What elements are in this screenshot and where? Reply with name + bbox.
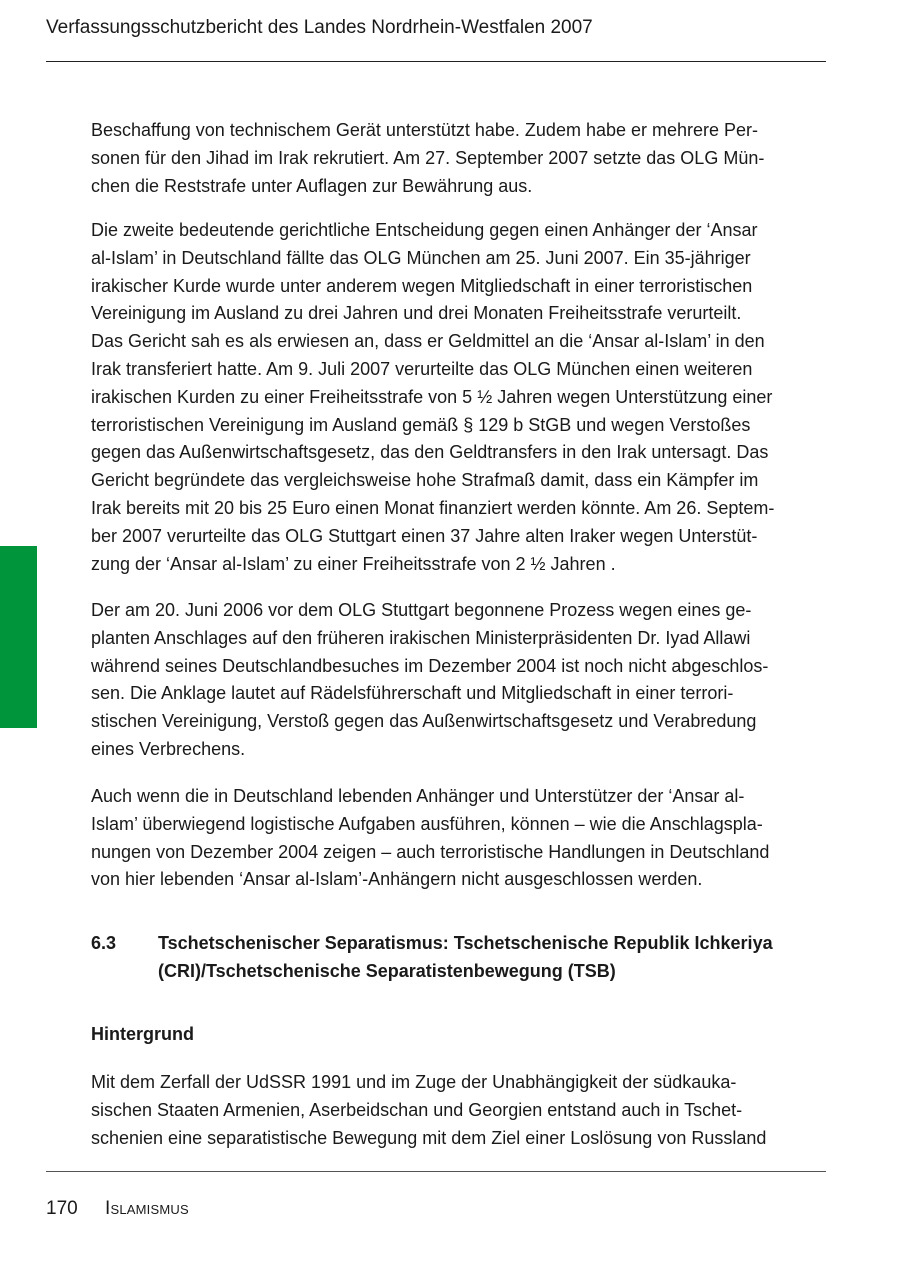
- text-line: Islam’ überwiegend logistische Aufgaben ausführen, können – wie die Anschlagspla-: [91, 813, 763, 834]
- text-line: terroristischen Vereinigung im Ausland gemäß § 129 b StGB und wegen Verstoßes: [91, 414, 751, 435]
- text-line: Das Gericht sah es als erwiesen an, dass er Geldmittel an die ‘Ansar al-Islam’ in den: [91, 331, 765, 352]
- chapter-color-tab: [0, 546, 37, 728]
- text-line: Vereinigung im Ausland zu drei Jahren und drei Monaten Freiheitsstrafe verurteilt.: [91, 303, 742, 324]
- running-header-title: Verfassungsschutzbericht des Landes Nordrhein-Westfalen 2007: [46, 17, 593, 38]
- text-line: Beschaffung von technischem Gerät unterstützt habe. Zudem habe er mehrere Per-: [91, 120, 759, 140]
- text-line: sonen für den Jihad im Irak rekrutiert. Am 27. September 2007 setzte das OLG Mün-: [91, 147, 765, 168]
- paragraph-4: [91, 783, 826, 894]
- text-line: sen. Die Anklage lautet auf Rädelsführerschaft und Mitgliedschaft in einer terrori-: [91, 683, 734, 704]
- text-line: während seines Deutschlandbesuches im Dezember 2004 ist noch nicht abgeschlos-: [91, 655, 769, 676]
- footer-rule: [46, 1171, 826, 1172]
- page-number: 170: [46, 1198, 78, 1219]
- text-line: Irak transferiert hatte. Am 9. Juli 2007 verurteilte das OLG München einen weiteren: [91, 358, 753, 379]
- section-title-line: Tschetschenischer Separatismus: Tschetschenische Republik Ichkeriya: [158, 933, 773, 953]
- text-line: Die zweite bedeutende gerichtliche Entscheidung gegen einen Anhänger der ‘Ansar: [91, 220, 758, 240]
- text-line: gegen das Außenwirtschaftsgesetz, das den Geldtransfers in den Irak untersagt. Das: [91, 442, 769, 463]
- text-line: Mit dem Zerfall der UdSSR 1991 und im Zuge der Unabhängigkeit der südkauka-: [91, 1072, 737, 1092]
- text-line: nungen von Dezember 2004 zeigen – auch terroristische Handlungen in Deutschland: [91, 841, 770, 862]
- text-line: stischen Vereinigung, Verstoß gegen das Außenwirtschaftsgesetz und Verabredung: [91, 711, 757, 732]
- text-line: al-Islam’ in Deutschland fällte das OLG München am 25. Juni 2007. Ein 35-jähriger: [91, 247, 751, 268]
- text-line: Auch wenn die in Deutschland lebenden Anhänger und Unterstützer der ‘Ansar al-: [91, 786, 745, 806]
- section-title: [158, 930, 838, 986]
- section-number: 6.3: [91, 933, 117, 953]
- paragraph-3: [91, 597, 826, 764]
- text-line: von hier lebenden ‘Ansar al-Islam’-Anhängern nicht ausgeschlossen werden.: [91, 869, 703, 890]
- text-line: Gericht begründete das vergleichsweise hohe Strafmaß damit, dass ein Kämpfer im: [91, 470, 759, 491]
- footer-section-name: Islamismus: [105, 1198, 189, 1219]
- paragraph-5: [91, 1069, 826, 1152]
- paragraph-2: [91, 217, 826, 578]
- text-line: sischen Staaten Armenien, Aserbeidschan und Georgien entstand auch in Tschet-: [91, 1099, 743, 1120]
- text-line: planten Anschlages auf den früheren irakischen Ministerpräsidenten Dr. Iyad Allawi: [91, 627, 751, 648]
- section-title-line: (CRI)/Tschetschenische Separatistenbewegung (TSB): [158, 960, 616, 981]
- text-line: eines Verbrechens.: [91, 738, 246, 759]
- header-rule: [46, 61, 826, 62]
- text-line: ber 2007 verurteilte das OLG Stuttgart einen 37 Jahre alten Iraker wegen Unterstüt-: [91, 525, 758, 546]
- paragraph-1: [91, 117, 826, 200]
- text-line: zung der ‘Ansar al-Islam’ zu einer Freiheitsstrafe von 2 ½ Jahren .: [91, 553, 616, 574]
- text-line: irakischen Kurden zu einer Freiheitsstrafe von 5 ½ Jahren wegen Unterstützung einer: [91, 386, 773, 407]
- text-line: irakischer Kurde wurde unter anderem wegen Mitgliedschaft in einer terroristischen: [91, 275, 753, 296]
- text-line: chen die Reststrafe unter Auflagen zur Bewährung aus.: [91, 175, 533, 196]
- text-line: Irak bereits mit 20 bis 25 Euro einen Monat finanziert werden könnte. Am 26. Septem-: [91, 497, 775, 518]
- text-line: schenien eine separatistische Bewegung mit dem Ziel einer Loslösung von Russland: [91, 1127, 767, 1148]
- text-line: Der am 20. Juni 2006 vor dem OLG Stuttgart begonnene Prozess wegen eines ge-: [91, 600, 752, 620]
- subheading: Hintergrund: [91, 1024, 194, 1044]
